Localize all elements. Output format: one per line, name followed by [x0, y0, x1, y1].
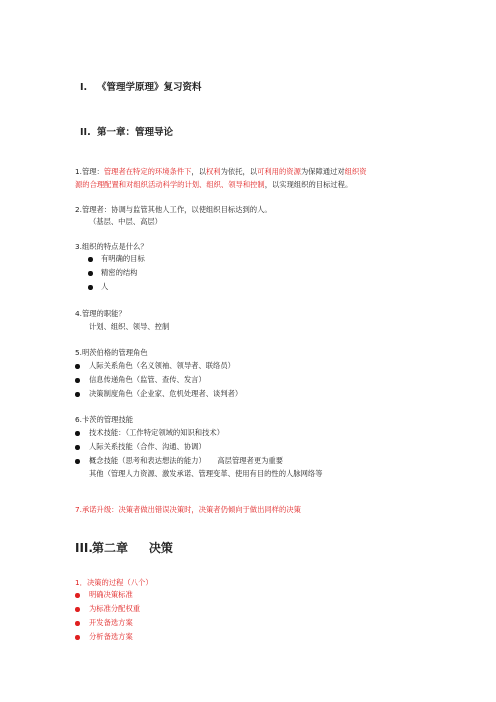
list-item: 明确决策标准 [89, 590, 133, 599]
question-title: 5.明茨伯格的管理角色 [75, 348, 148, 357]
bullet-icon [88, 271, 93, 276]
list-item: 人际关系技能（合作、沟通、协调） [89, 442, 206, 451]
chapter-2-title: 第二章 决策 [92, 541, 173, 555]
bullet-icon [75, 593, 80, 598]
manager-definition: 2.管理者：协调与监管其他人工作，以使组织目标达到的人。 [75, 205, 272, 214]
bullet-icon [75, 364, 80, 369]
bullet-icon [75, 635, 80, 640]
bullet-icon [75, 607, 80, 612]
list-item: 人际关系角色（名义领袖、领导者、联络员） [89, 361, 235, 370]
question-title: 4.管理的职能？ [75, 309, 126, 318]
management-functions: 计划、组织、领导、控制 [89, 322, 170, 331]
other-skills: 其他（管理人力资源、激发承诺、管理变革、使用有目的性的人脉网络等 [89, 469, 323, 478]
list-item: 决策制度角色（企业家、危机处理者、谈判者） [89, 389, 243, 398]
list-item: 人 [101, 282, 109, 291]
bullet-icon [75, 392, 80, 397]
heading-number: I. [80, 82, 88, 93]
heading-number: III. [75, 541, 93, 555]
list-item: 为标准分配权重 [89, 604, 141, 613]
list-item: 概念技能（思考和表达想法的能力） 高层管理者更为重要 [89, 456, 284, 465]
manager-levels: （基层、中层、高层） [89, 217, 162, 226]
heading-number: II. [80, 127, 91, 138]
list-item: 技术技能：（工作特定领域的知识和技术） [89, 428, 224, 437]
question-title: 6.卡茨的管理技能 [75, 415, 134, 424]
definition-management-line1: 1.管理：管理者在特定的环境条件下，以权利为依托，以可利用的资源为保障通过对组织资 [75, 167, 367, 176]
question-title: 3.组织的特点是什么？ [75, 242, 148, 251]
list-item: 有明确的目标 [101, 254, 145, 263]
bullet-icon [75, 431, 80, 436]
list-item: 开发备选方案 [89, 618, 133, 627]
document-title: 《管理学原理》复习资料 [97, 82, 202, 93]
bullet-icon [75, 445, 80, 450]
bullet-icon [75, 378, 80, 383]
bullet-icon [75, 459, 80, 464]
bullet-icon [88, 285, 93, 290]
decision-process-title: 1．决策的过程（八个） [75, 578, 153, 587]
list-item: 分析备选方案 [89, 632, 133, 641]
escalation-of-commitment: 7.承诺升级：决策者做出错误决策时，决策者仍倾向于做出同样的决策 [75, 505, 301, 514]
list-item: 信息传递角色（监管、查传、发言） [89, 375, 206, 384]
definition-management-line2: 源的合理配置和对组织活动科学的计划、组织、领导和控制，以实现组织的目标过程。 [75, 180, 353, 189]
list-item: 精密的结构 [101, 268, 138, 277]
bullet-icon [88, 257, 93, 262]
bullet-icon [75, 621, 80, 626]
chapter-1-title: 第一章：管理导论 [97, 127, 174, 138]
